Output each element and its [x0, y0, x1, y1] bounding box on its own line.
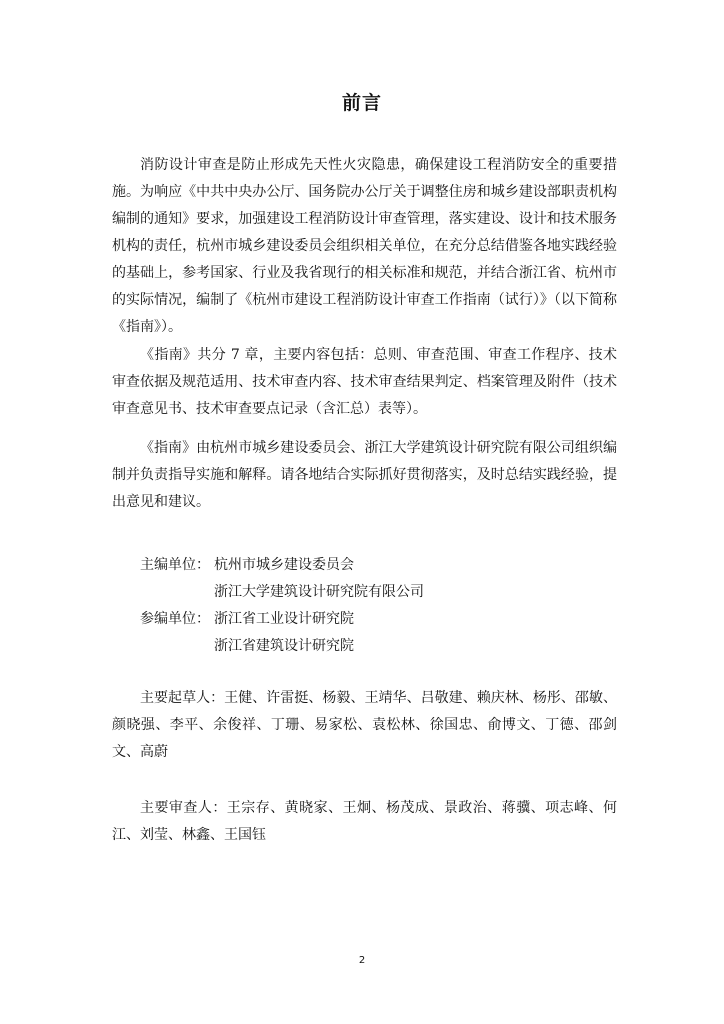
- chief-editor-units: [140, 552, 424, 606]
- drafters-list: [112, 685, 617, 766]
- chief-editor-unit: 浙江大学建筑设计研究院有限公司: [214, 584, 424, 600]
- reviewers-list: [112, 795, 617, 849]
- preface-paragraph-1: [112, 152, 617, 341]
- preface-paragraph-2: [112, 342, 617, 423]
- reviewers-text: 主要审查人：王宗存、黄晓家、王炯、杨茂成、景政治、蒋骥、项志峰、何江、刘莹、林鑫、王国钰: [112, 800, 617, 843]
- participating-editor-unit: 浙江省建筑设计研究院: [214, 638, 354, 654]
- paragraph-text: 消防设计审查是防止形成先天性火灾隐患，确保建设工程消防安全的重要措施。为响应《中共中央办公厅、国务院办公厅关于调整住房和城乡建设部职责机构编制的通知》要求，加强建设工程消防设计审查管理，落实建设、设计和技术服务机构的责任，杭州市城乡建设委员会组织相关单位，在充分总结借鉴各地实践经验的基础上，参考国家、行业及我省现行的相关标准和规范，并结合浙江省、杭州市的实际情况，编制了《杭州市建设工程消防设计审查工作指南（试行）》（以下简称《指南》）。: [112, 157, 617, 335]
- chief-editor-label: 主编单位：: [140, 557, 210, 573]
- paragraph-text: 《指南》由杭州市城乡建设委员会、浙江大学建筑设计研究院有限公司组织编制并负责指导实施和解释。请各地结合实际抓好贯彻落实，及时总结实践经验，提出意见和建议。: [112, 440, 617, 510]
- page-title: 前言: [341, 92, 382, 114]
- page-number: 2: [358, 955, 366, 966]
- drafters-text: 主要起草人：王健、许雷挺、杨毅、王靖华、吕敬建、赖庆林、杨彤、邵敏、颜晓强、李平、余俊祥、丁珊、易家松、袁松林、徐国忠、俞博文、丁德、邵剑文、高蔚: [112, 690, 617, 760]
- participating-editor-label: 参编单位：: [140, 611, 210, 627]
- paragraph-text: 《指南》共分 7 章，主要内容包括：总则、审查范围、审查工作程序、技术审查依据及规范适用、技术审查内容、技术审查结果判定、档案管理及附件（技术审查意见书、技术审查要点记录（含汇总）表等）。: [112, 347, 617, 417]
- participating-editor-unit: 浙江省工业设计研究院: [214, 611, 354, 627]
- participating-editor-units: [140, 606, 354, 660]
- chief-editor-unit: 杭州市城乡建设委员会: [214, 557, 354, 573]
- preface-paragraph-3: [112, 435, 617, 516]
